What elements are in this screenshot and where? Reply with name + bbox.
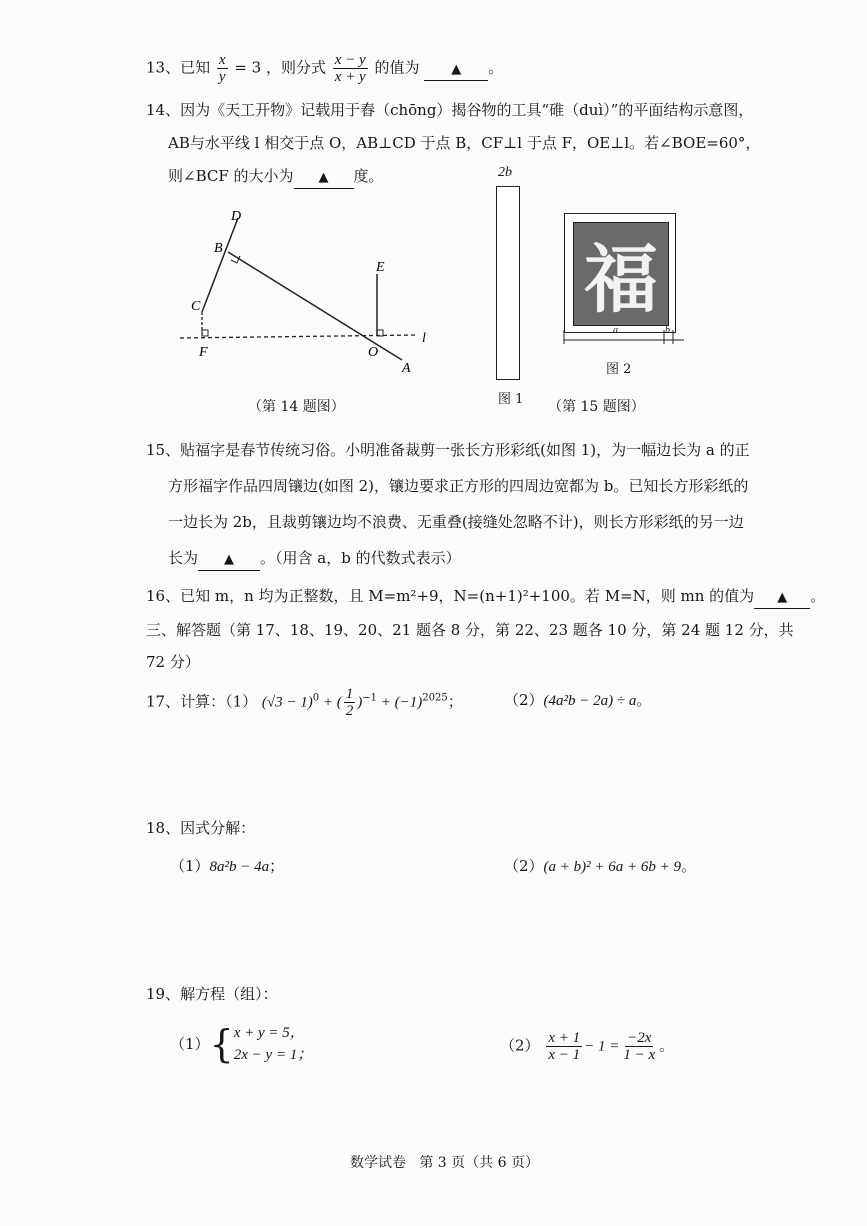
figure-15-caption: （第 15 题图） [548,399,645,415]
question-18-part1: （1）8a²b − 4a； [170,857,285,875]
fu-artwork [573,222,669,326]
section-3-heading-line2: 72 分） [146,653,200,671]
question-19-part2: （2） $\frac{x + 1}{x - 1}$ − 1 = $\frac{-2x}{1 - x}$ 。 [500,1030,675,1063]
label-l: l [422,331,426,346]
question-14-line3: 则∠BCF 的大小为 ▲ 度。 [168,166,384,189]
question-15-line2: 方形福字作品四周镶边(如图 2)，镶边要求正方形的四周边宽都为 b。已知长方形彩纸的 [168,477,749,495]
dim-a-label: a [613,325,618,336]
fraction-x-over-y: $\frac{x}{y}$ [218,52,226,85]
question-15-line3: 一边长为 2b，且裁剪镶边均不浪费、无重叠(接缝处忽略不计)，则长方形彩纸的另一边 [168,513,744,531]
fraction-expression: $\frac{x - y}{x + y}$ [334,52,366,85]
question-18-part2: （2）(a + b)² + 6a + 6b + 9。 [504,857,697,875]
label-e: E [376,260,385,275]
figure-14-caption: （第 14 题图） [248,399,345,415]
figure-2-label: 图 2 [606,362,632,377]
system-brace: { [209,1022,234,1066]
question-14-line2: AB与水平线 l 相交于点 O，AB⊥CD 于点 B，CF⊥l 于点 F，OE⊥l。若∠BOE=60°， [168,134,761,152]
figure-1-label: 图 1 [498,392,524,407]
answer-blank: ▲ [754,586,810,609]
label-o: O [368,345,379,360]
question-15-line1: 15、贴福字是春节传统习俗。小明准备裁剪一张长方形彩纸(如图 1)，为一幅边长为 a 的正 [146,441,750,459]
question-13: 13、已知 $\frac{x}{y}$ = 3 ，则分式 $\frac{x - y}{x + y}$ 的值为 ▲ 。 [146,52,504,85]
label-b: B [214,241,223,256]
answer-blank: ▲ [424,58,488,81]
dim-b-label: b [665,325,670,336]
question-19-part1: （1） { x + y = 5， 2x − y = 1； [170,1022,313,1066]
fraction-right: $\frac{-2x}{1 - x}$ [623,1030,656,1063]
section-3-heading-line1: 三、解答题（第 17、18、19、20、21 题各 8 分，第 22、23 题各 10 分，第 24 题 12 分，共 [146,621,794,639]
fraction-left: $\frac{x + 1}{x - 1}$ [548,1030,581,1063]
figure-1-paper-strip [496,186,520,380]
question-17: 17、计算：（1） $(√3 - 1)^0$ + ( $\frac{1}{2}$ )$^{-1} + (-1)^{2025}$； [146,686,463,719]
label-d: D [231,209,242,224]
line-cd [202,218,238,312]
answer-blank: ▲ [294,166,354,189]
right-angle-f [202,330,208,336]
answer-blank: ▲ [198,548,260,571]
label-f: F [199,345,208,360]
fu-character: 福 [584,237,658,323]
question-18: 18、因式分解： [146,819,256,837]
label-a: A [402,361,411,376]
page-footer: 数学试卷 第 3 页（共 6 页） [350,1155,539,1171]
question-17-part2: （2）(4a²b − 2a) ÷ a。 [504,691,652,709]
question-16: 16、已知 m，n 均为正整数，且 M=m²+9，N=(n+1)²+100。若 M=N，则 mn 的值为 ▲ 。 [146,586,825,609]
figure-14-diagram [170,200,440,390]
figure-2-frame [564,213,676,333]
question-14-line1: 14、因为《天工开物》记载用于舂（chōng）揭谷物的工具“碓（duì）”的平面结构示意图， [146,101,754,119]
question-15-line4: 长为 ▲ 。（用含 a，b 的代数式表示） [168,548,461,571]
question-19: 19、解方程（组）： [146,985,278,1003]
label-c: C [191,299,201,314]
label-2b: 2b [498,165,512,180]
fraction-one-half: $\frac{1}{2}$ [345,686,354,719]
